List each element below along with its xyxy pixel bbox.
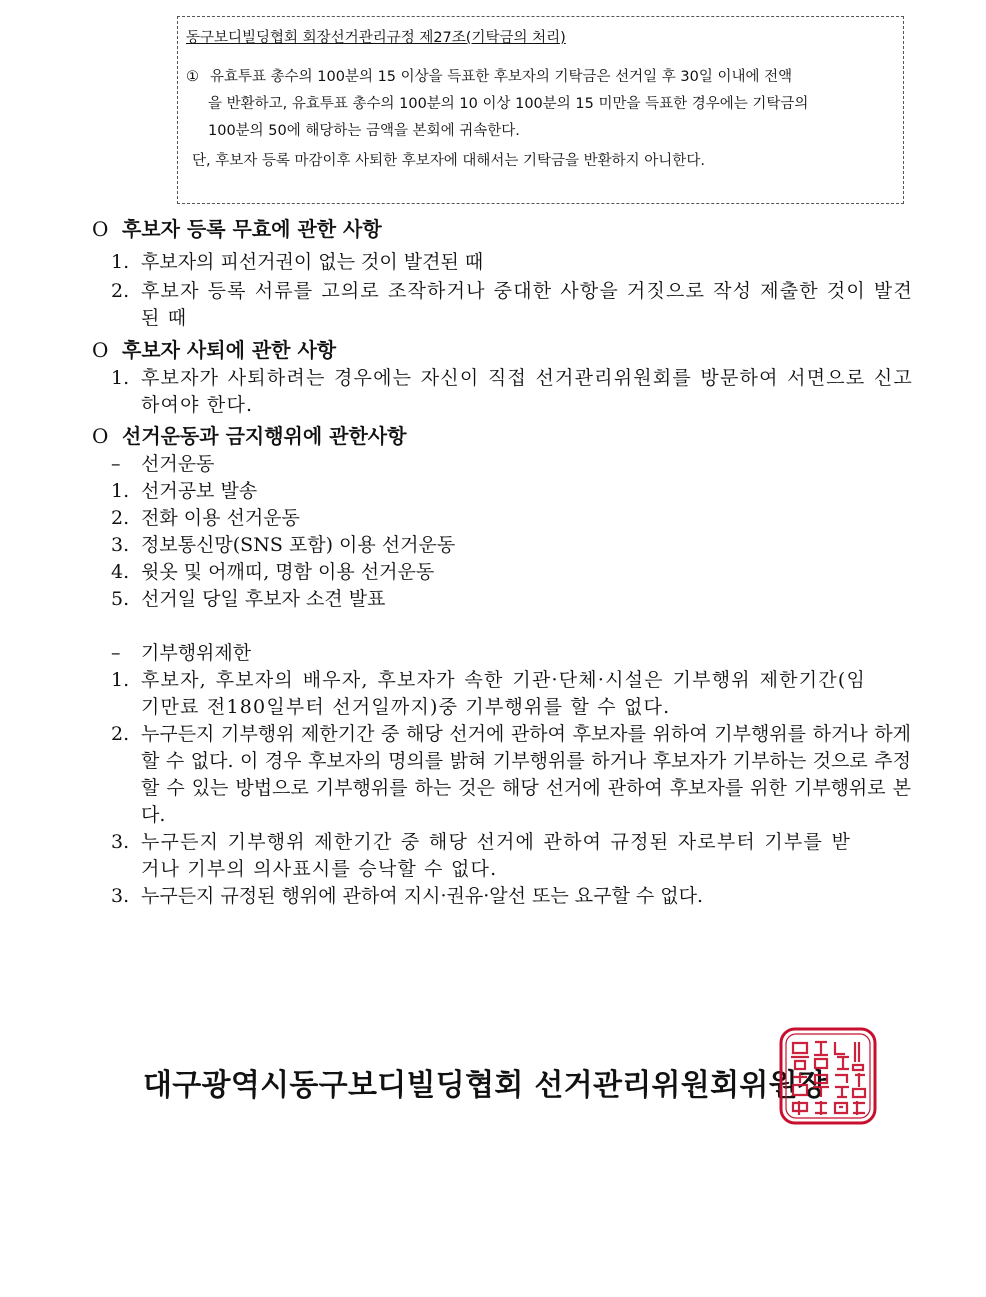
- item-number: 4.: [111, 561, 130, 583]
- dash-marker: –: [111, 642, 121, 664]
- item-text: 후보자의 피선거권이 없는 것이 발견된 때: [141, 251, 484, 273]
- subsection-heading: [111, 640, 251, 667]
- item-text: 선거공보 발송: [141, 480, 258, 502]
- list-item: [111, 721, 911, 829]
- seal-icon: [779, 1027, 877, 1125]
- item-number: 5.: [111, 588, 130, 610]
- section-heading-invalid: [92, 216, 382, 242]
- item-text: 누구든지 규정된 행위에 관하여 지시·권유·알선 또는 요구할 수 없다.: [141, 885, 703, 907]
- item-number: 3.: [111, 534, 130, 556]
- item-text: 후보자, 후보자의 배우자, 후보자가 속한 기관·단체·시설은 기부행위 제한기간(임기만료 전180일부터 선거일까지)중 기부행위를 할 수 없다.: [141, 669, 866, 718]
- section-heading-campaign: [92, 423, 406, 449]
- list-item: [111, 559, 913, 586]
- section-title: 후보자 등록 무효에 관한 사항: [122, 217, 382, 241]
- item-number: 2.: [111, 280, 130, 302]
- notice-paragraph-line: 100분의 50에 해당하는 금액을 본회에 귀속한다.: [208, 123, 520, 139]
- committee-chair-signature: 대구광역시동구보디빌딩협회 선거관리위원회위원장: [143, 1068, 828, 1103]
- notice-paragraph-line: 유효투표 총수의 100분의 15 이상을 득표한 후보자의 기탁금은 선거일 후 30일 이내에 전액: [210, 69, 793, 85]
- item-text: 정보통신망(SNS 포함) 이용 선거운동: [141, 534, 456, 556]
- item-number: 2.: [111, 723, 130, 745]
- list-item: [111, 505, 913, 532]
- official-seal-stamp: [779, 1027, 877, 1125]
- list-item: [111, 365, 913, 419]
- item-text: 윗옷 및 어깨띠, 명함 이용 선거운동: [141, 561, 435, 583]
- list-item: [111, 586, 913, 613]
- notice-paragraph-line: 을 반환하고, 유효투표 총수의 100분의 10 이상 100분의 15 미만을 득표한 경우에는 기탁금의: [208, 96, 809, 112]
- item-text: 누구든지 기부행위 제한기간 중 해당 선거에 관하여 규정된 자로부터 기부를 받거나 기부의 의사표시를 승낙할 수 없다.: [141, 831, 851, 880]
- item-text: 후보자 등록 서류를 고의로 조작하거나 중대한 사항을 거짓으로 작성 제출한 것이 발견된 때: [141, 280, 913, 329]
- section-heading-withdraw: [92, 337, 336, 363]
- notice-paragraph: [186, 64, 898, 145]
- circle-bullet-icon: O: [92, 424, 109, 448]
- regulation-notice-box: [177, 16, 904, 204]
- section-title: 후보자 사퇴에 관한 사항: [122, 338, 337, 362]
- subsection-heading: [111, 451, 214, 478]
- section-title: 선거운동과 금지행위에 관한사항: [122, 424, 407, 448]
- item-number: 3.: [111, 885, 130, 907]
- notice-title: 동구보디빌딩협회 회장선거관리규정 제27조(기탁금의 처리): [186, 30, 566, 46]
- list-item: [111, 278, 913, 332]
- list-item: [111, 667, 866, 721]
- item-text: 누구든지 기부행위 제한기간 중 해당 선거에 관하여 후보자를 위하여 기부행위를 하거나 하게 할 수 없다. 이 경우 후보자의 명의를 밝혀 기부행위를 하거나 후보자가 기부하는 것으로 추정할 수 있는 방법으로 기부행위를 하는 것은 해당 선거에 관하여 후보자를 위한 기부행위로 본다.: [141, 723, 911, 826]
- list-item: [111, 829, 851, 883]
- circled-number-marker: ①: [186, 69, 199, 85]
- list-item: [111, 532, 913, 559]
- item-number: 1.: [111, 669, 130, 691]
- circle-bullet-icon: O: [92, 217, 109, 241]
- item-number: 1.: [111, 480, 130, 502]
- item-text: 선거일 당일 후보자 소견 발표: [141, 588, 386, 610]
- item-number: 3.: [111, 831, 130, 853]
- item-text: 전화 이용 선거운동: [141, 507, 300, 529]
- notice-footnote: 단, 후보자 등록 마감이후 사퇴한 후보자에 대해서는 기탁금을 반환하지 아니한다.: [192, 153, 705, 169]
- list-item: [111, 883, 913, 910]
- subsection-title: 기부행위제한: [141, 642, 252, 664]
- list-item: [111, 478, 913, 505]
- list-item: [111, 249, 913, 276]
- dash-marker: –: [111, 453, 121, 475]
- item-number: 1.: [111, 367, 130, 389]
- circle-bullet-icon: O: [92, 338, 109, 362]
- item-number: 2.: [111, 507, 130, 529]
- item-number: 1.: [111, 251, 130, 273]
- item-text: 후보자가 사퇴하려는 경우에는 자신이 직접 선거관리위원회를 방문하여 서면으로 신고하여야 한다.: [141, 367, 913, 416]
- subsection-title: 선거운동: [141, 453, 215, 475]
